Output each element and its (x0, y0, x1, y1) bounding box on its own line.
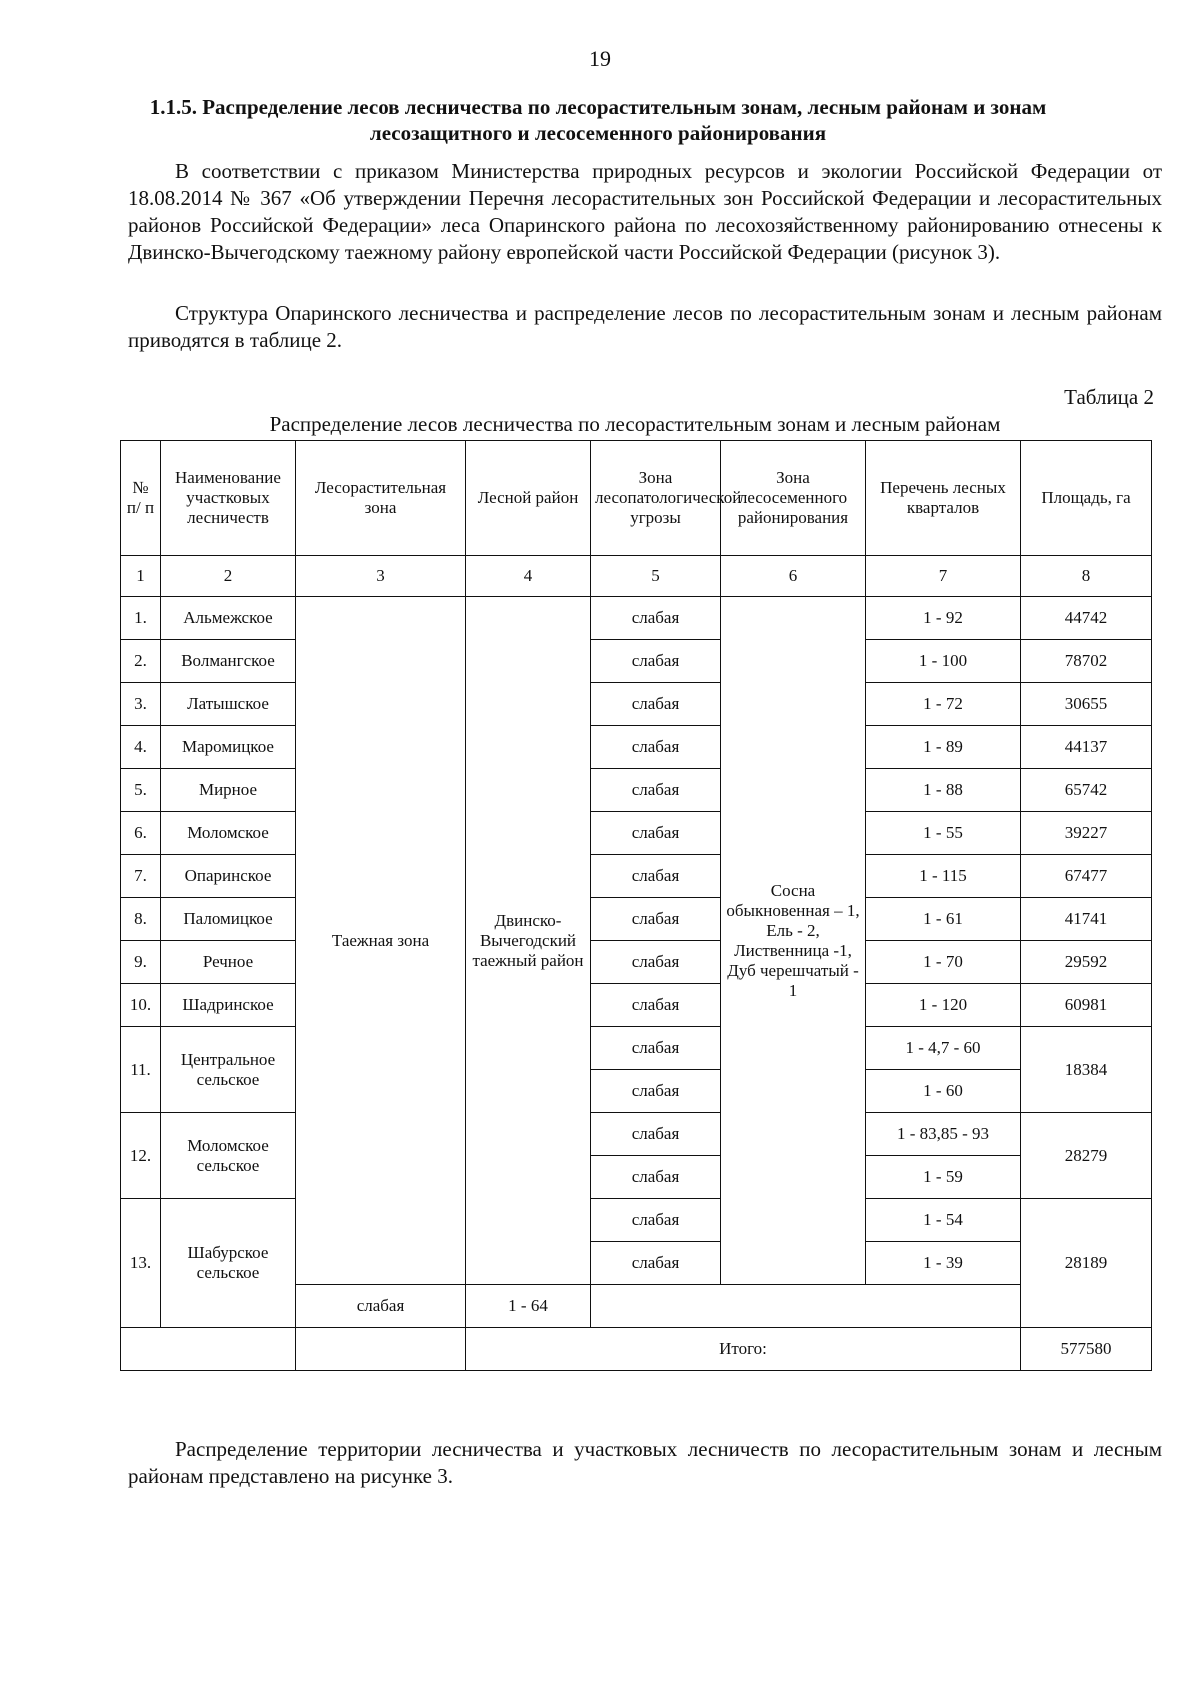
quarters: 1 - 64 (466, 1285, 591, 1328)
paragraph-intro: В соответствии с приказом Министерства природных ресурсов и экологии Российской Федерации от 18.08.2014 № 367 «Об утверждении Перечня лесорастительных зон Российской Федерации и лесорастительных районов Российской Федерации» леса Опаринского района по лесохозяйственному районированию отнесены к Двинско-Вычегодскому таежному району европейской части Российской Федерации (рисунок 3). (128, 159, 1162, 264)
column-number: 5 (591, 556, 721, 597)
area: 29592 (1021, 941, 1152, 984)
threat-level: слабая (591, 683, 721, 726)
forestry-name: Опаринское (161, 855, 296, 898)
threat-level: слабая (591, 769, 721, 812)
forestry-name: Шадринское (161, 984, 296, 1027)
seed-zone: Сосна обыкновенная – 1, Ель - 2, Лиственница -1, Дуб черешчатый - 1 (721, 597, 866, 1285)
header-row (121, 441, 1152, 556)
forestry-name: Речное (161, 941, 296, 984)
paragraph-structure: Структура Опаринского лесничества и распределение лесов по лесорастительным зонам и лесным районам приводятся в таблице 2. (128, 301, 1162, 352)
forest-district: Двинско-Вычегодский таежный район (466, 597, 591, 1285)
area: 78702 (1021, 640, 1152, 683)
header-area: Площадь, га (1021, 441, 1152, 556)
area: 18384 (1021, 1027, 1152, 1113)
quarters: 1 - 83,85 - 93 (866, 1113, 1021, 1156)
quarters: 1 - 120 (866, 984, 1021, 1027)
quarters: 1 - 100 (866, 640, 1021, 683)
threat-level: слабая (591, 941, 721, 984)
quarters: 1 - 54 (866, 1199, 1021, 1242)
threat-level: слабая (591, 597, 721, 640)
quarters: 1 - 92 (866, 597, 1021, 640)
row-number: 1. (121, 597, 161, 640)
page-number: 19 (589, 46, 611, 71)
quarters: 1 - 88 (866, 769, 1021, 812)
row-number: 10. (121, 984, 161, 1027)
area: 39227 (1021, 812, 1152, 855)
paragraph-figure-ref: Распределение территории лесничества и участковых лесничеств по лесорастительным зонам и лесным районам представлено на рисунке 3. (128, 1437, 1162, 1488)
table-row (121, 769, 1152, 812)
table-row (121, 1027, 1152, 1070)
header-district: Лесной район (466, 441, 591, 556)
total-empty-cell (121, 1328, 296, 1371)
section-title: 1.1.5. Распределение лесов лесничества по лесорастительным зонам, лесным районам и зонам лесозащитного и лесосеменного районирования (149, 95, 1047, 145)
area: 65742 (1021, 769, 1152, 812)
total-empty-cell (296, 1328, 466, 1371)
forestry-name: Волмангское (161, 640, 296, 683)
quarters: 1 - 115 (866, 855, 1021, 898)
row-number: 5. (121, 769, 161, 812)
quarters: 1 - 70 (866, 941, 1021, 984)
forestry-name: Моломское (161, 812, 296, 855)
header-seed: Зона лесосеменного районирования (721, 441, 866, 556)
table-row (121, 941, 1152, 984)
area: 60981 (1021, 984, 1152, 1027)
total-label: Итого: (466, 1328, 1021, 1371)
row-number: 11. (121, 1027, 161, 1113)
quarters: 1 - 39 (866, 1242, 1021, 1285)
quarters: 1 - 55 (866, 812, 1021, 855)
threat-level: слабая (591, 898, 721, 941)
threat-level: слабая (591, 1070, 721, 1113)
forestry-name: Центральное сельское (161, 1027, 296, 1113)
header-threat: Зона лесопатологической угрозы (591, 441, 721, 556)
area: 67477 (1021, 855, 1152, 898)
column-number: 8 (1021, 556, 1152, 597)
threat-level: слабая (591, 1156, 721, 1199)
table-row (121, 898, 1152, 941)
header-quarters: Перечень лесных кварталов (866, 441, 1021, 556)
column-number: 1 (121, 556, 161, 597)
table-row (121, 855, 1152, 898)
area: 41741 (1021, 898, 1152, 941)
table-row (121, 1113, 1152, 1156)
table-row (121, 1199, 1152, 1242)
column-number: 4 (466, 556, 591, 597)
row-number: 3. (121, 683, 161, 726)
threat-level: слабая (591, 855, 721, 898)
forestry-name: Мирное (161, 769, 296, 812)
quarters: 1 - 89 (866, 726, 1021, 769)
total-value: 577580 (1021, 1328, 1152, 1371)
threat-level: слабая (591, 812, 721, 855)
table-row (121, 640, 1152, 683)
column-number: 7 (866, 556, 1021, 597)
row-number: 7. (121, 855, 161, 898)
area: 30655 (1021, 683, 1152, 726)
threat-level: слабая (591, 1242, 721, 1285)
row-number: 4. (121, 726, 161, 769)
table-caption: Распределение лесов лесничества по лесорастительным зонам и лесным районам (269, 412, 1001, 436)
forestry-name: Паломицкое (161, 898, 296, 941)
threat-level: слабая (591, 1113, 721, 1156)
table-row (121, 984, 1152, 1027)
threat-level: слабая (591, 984, 721, 1027)
table-label: Таблица 2 (1064, 385, 1154, 409)
header-name: Наименование участковых лесничеств (161, 441, 296, 556)
row-number: 12. (121, 1113, 161, 1199)
threat-level: слабая (296, 1285, 466, 1328)
forestry-name: Моломское сельское (161, 1113, 296, 1199)
column-number: 6 (721, 556, 866, 597)
area: 44137 (1021, 726, 1152, 769)
table-row (121, 726, 1152, 769)
header-num: № п/ п (121, 441, 161, 556)
total-row (121, 1328, 1152, 1371)
threat-level: слабая (591, 726, 721, 769)
threat-level: слабая (591, 1027, 721, 1070)
column-number: 2 (161, 556, 296, 597)
quarters: 1 - 61 (866, 898, 1021, 941)
column-number: 3 (296, 556, 466, 597)
row-number: 9. (121, 941, 161, 984)
quarters: 1 - 72 (866, 683, 1021, 726)
quarters: 1 - 59 (866, 1156, 1021, 1199)
forestry-name: Латышское (161, 683, 296, 726)
area: 28189 (1021, 1199, 1152, 1328)
table-row (121, 683, 1152, 726)
header-zone: Лесорастительная зона (296, 441, 466, 556)
row-number: 2. (121, 640, 161, 683)
row-number: 13. (121, 1199, 161, 1328)
column-number-row (121, 556, 1152, 597)
threat-level: слабая (591, 640, 721, 683)
row-number: 8. (121, 898, 161, 941)
table-row (121, 597, 1152, 640)
forest-zone: Таежная зона (296, 597, 466, 1285)
area: 28279 (1021, 1113, 1152, 1199)
table-row (121, 812, 1152, 855)
forestry-name: Шабурское сельское (161, 1199, 296, 1328)
area: 44742 (1021, 597, 1152, 640)
row-number: 6. (121, 812, 161, 855)
threat-level: слабая (591, 1199, 721, 1242)
forestry-name: Альмежское (161, 597, 296, 640)
quarters: 1 - 4,7 - 60 (866, 1027, 1021, 1070)
quarters: 1 - 60 (866, 1070, 1021, 1113)
forest-distribution-table (120, 440, 1152, 1371)
forestry-name: Маромицкое (161, 726, 296, 769)
